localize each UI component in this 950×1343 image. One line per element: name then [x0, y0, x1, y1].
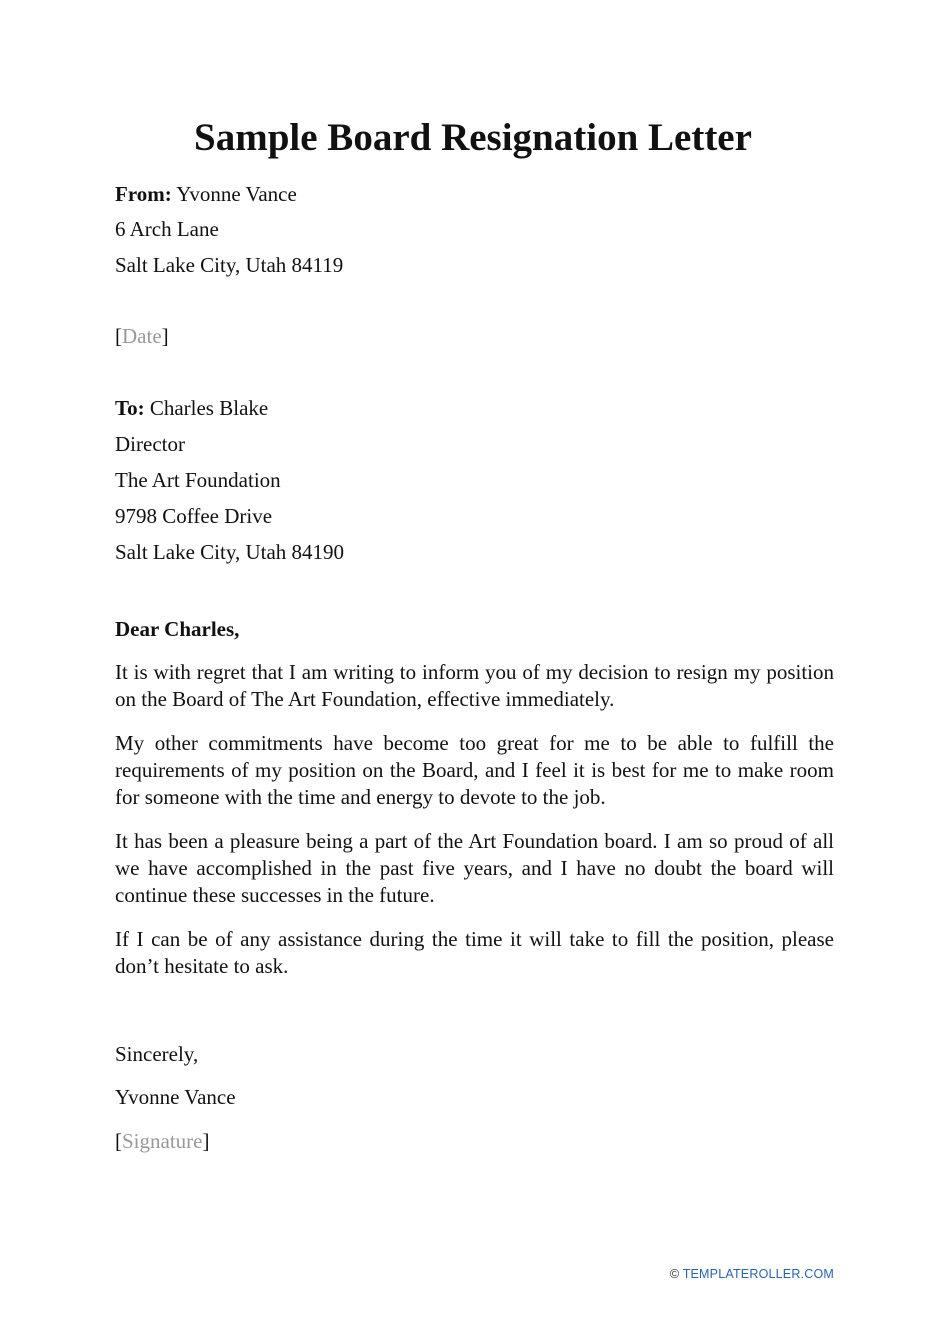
to-position: Director [115, 432, 185, 456]
to-address-line1: 9798 Coffee Drive [115, 504, 273, 528]
signature-open-bracket: [ [115, 1129, 122, 1153]
from-address-line1: 6 Arch Lane [115, 217, 219, 241]
page-title: Sample Board Resignation Letter [194, 116, 752, 159]
body-paragraph-1: It is with regret that I am writing to inform you of my decision to resign my position on the Board of The Art Foundation, effective immediately. [115, 660, 834, 711]
body-paragraph-4: If I can be of any assistance during the time it will take to fill the position, please don’t hesitate to ask. [115, 927, 834, 978]
to-name: Charles Blake [149, 396, 269, 420]
copyright-icon: © [669, 1267, 680, 1281]
date-close-bracket: ] [161, 324, 169, 348]
signature-field [115, 1127, 209, 1155]
salutation: Dear Charles, [115, 617, 240, 641]
from-line [115, 180, 297, 208]
to-label: To: [115, 396, 145, 420]
date-open-bracket: [ [115, 324, 122, 348]
signature-name: Yvonne Vance [115, 1085, 236, 1109]
from-label: From: [115, 182, 172, 206]
to-address-line2: Salt Lake City, Utah 84190 [115, 540, 345, 564]
from-address-line2: Salt Lake City, Utah 84119 [115, 253, 344, 277]
body-paragraph-2: My other commitments have become too great for me to be able to fulfill the requirements of my position on the Board, and I feel it is best for me to make room for someone with the time and energy to devote to the job. [115, 731, 834, 809]
signature-placeholder: Signature [122, 1129, 203, 1153]
to-organization: The Art Foundation [115, 468, 281, 492]
from-name: Yvonne Vance [176, 182, 297, 206]
footer-site-link[interactable]: TEMPLATEROLLER.COM [682, 1267, 834, 1281]
date-placeholder: Date [122, 324, 162, 348]
footer-copyright [670, 1266, 834, 1282]
body-paragraph-3: It has been a pleasure being a part of the Art Foundation board. I am so proud of all we have accomplished in the past five years, and I have no doubt the board will continue these successes in the future. [115, 829, 834, 907]
date-field [115, 322, 169, 350]
signature-close-bracket: ] [202, 1129, 210, 1153]
closing: Sincerely, [115, 1042, 199, 1066]
to-line [115, 394, 268, 422]
